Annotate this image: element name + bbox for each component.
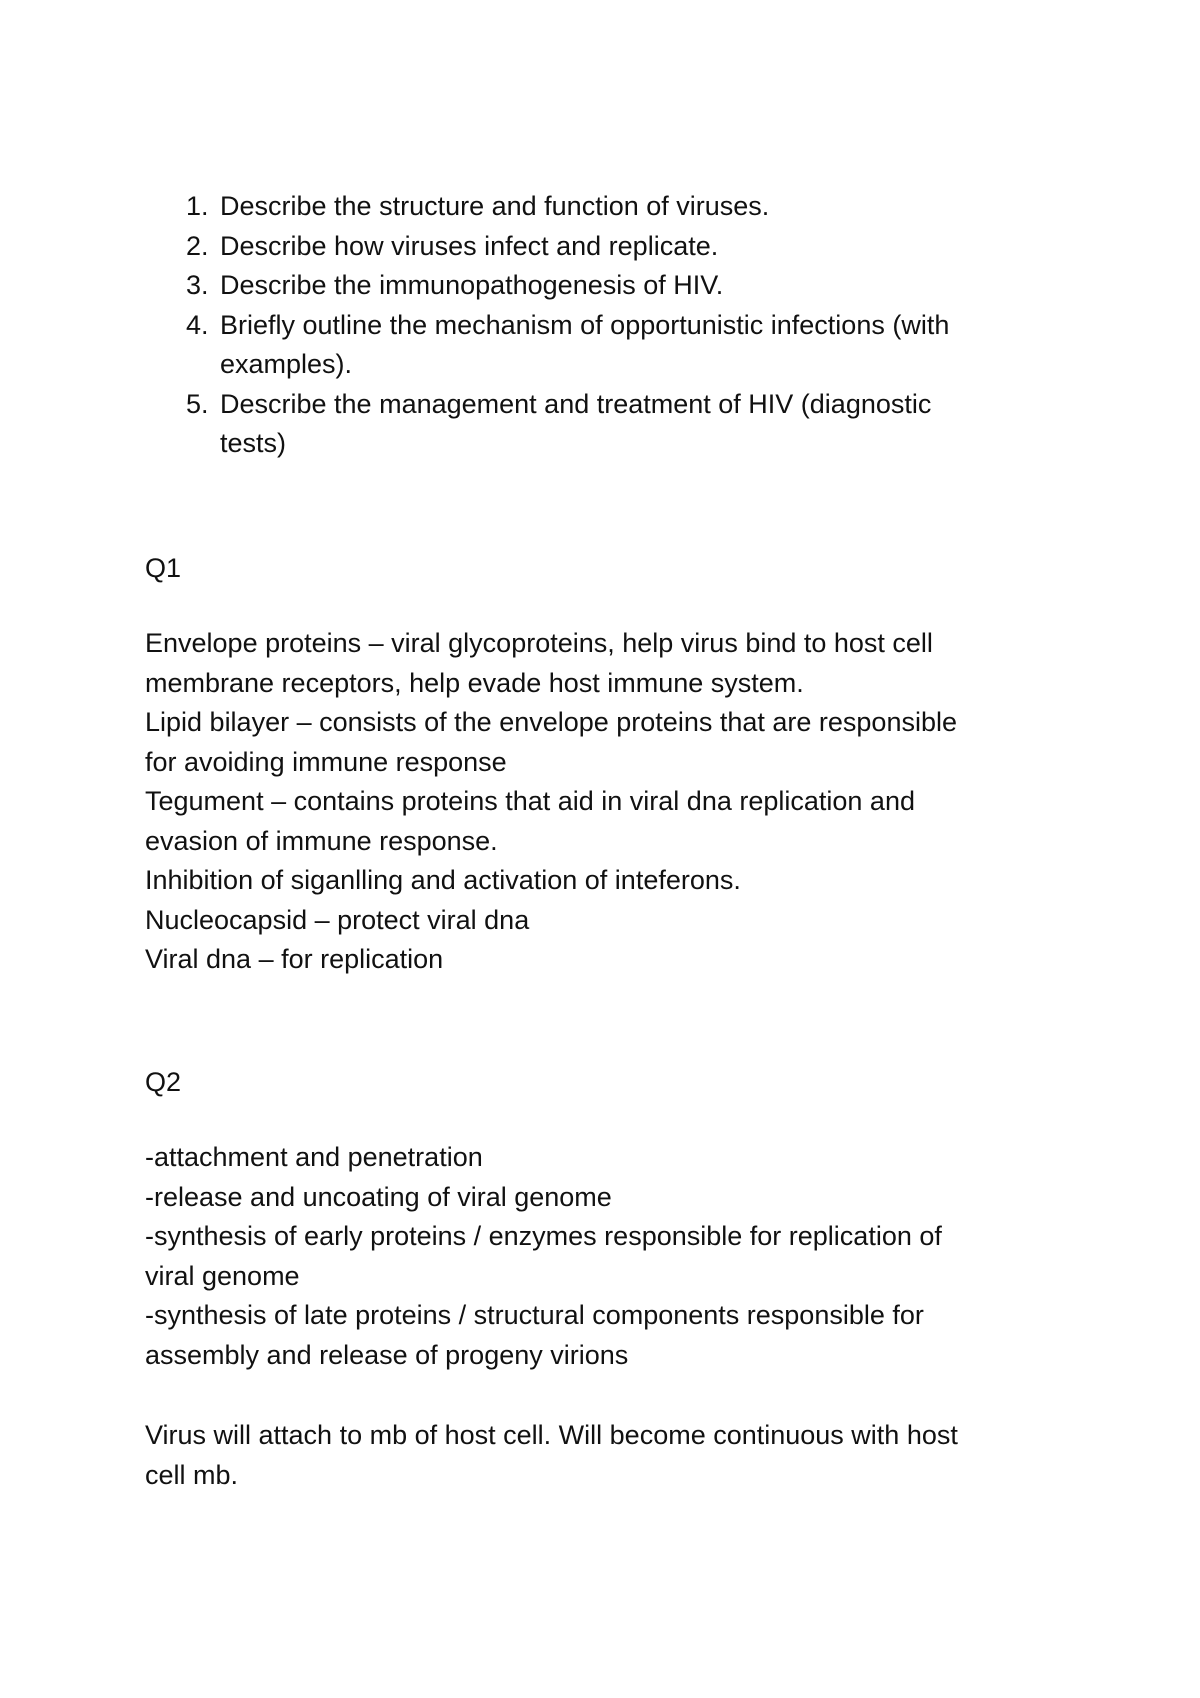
q2-steps [145, 1138, 1085, 1375]
objective-item-3 [170, 266, 1070, 306]
q1-line: for avoiding immune response [145, 746, 507, 777]
q2-note [145, 1416, 1085, 1495]
q2-heading: Q2 [145, 1067, 182, 1097]
objective-number: 4. [186, 309, 209, 340]
q2-step-line: -release and uncoating of viral genome [145, 1181, 612, 1212]
objective-number: 5. [186, 388, 209, 419]
q2-step-line: -attachment and penetration [145, 1142, 483, 1172]
objective-number: 2. [186, 230, 209, 261]
objective-text: Describe the immunopathogenesis of HIV. [220, 270, 724, 300]
q2-step-line: -synthesis of early proteins / enzymes responsible for replication of [145, 1221, 942, 1251]
objective-item-2 [170, 227, 1070, 267]
learning-objectives-list [170, 187, 1070, 464]
objective-item-4 [170, 306, 1070, 385]
objective-text: Briefly outline the mechanism of opportunistic infections (with [220, 309, 950, 340]
q1-answer [145, 624, 1085, 980]
objective-item-1 [170, 187, 1070, 227]
objective-text: Describe how viruses infect and replicate. [220, 230, 719, 261]
q1-heading: Q1 [145, 553, 182, 583]
q1-line: Envelope proteins – viral glycoproteins, help virus bind to host cell [145, 628, 933, 658]
objective-item-5 [170, 385, 1070, 464]
q1-line: Inhibition of siganlling and activation of inteferons. [145, 865, 741, 895]
objective-text-continued: examples). [220, 349, 353, 379]
q1-line: Tegument – contains proteins that aid in viral dna replication and [145, 786, 915, 816]
q1-line: Viral dna – for replication [145, 944, 444, 974]
q1-line: Nucleocapsid – protect viral dna [145, 904, 530, 935]
objective-text-continued: tests) [220, 428, 287, 458]
q2-note-line: Virus will attach to mb of host cell. Will become continuous with host [145, 1420, 958, 1450]
objective-number: 1. [186, 191, 209, 221]
q1-line: Lipid bilayer – consists of the envelope proteins that are responsible [145, 707, 957, 737]
q2-note-line: cell mb. [145, 1459, 239, 1490]
q2-step-line: -synthesis of late proteins / structural components responsible for [145, 1300, 924, 1330]
q1-line: membrane receptors, help evade host immune system. [145, 667, 804, 698]
objective-text: Describe the structure and function of viruses. [220, 191, 770, 221]
q1-line: evasion of immune response. [145, 825, 498, 856]
objective-text: Describe the management and treatment of HIV (diagnostic [220, 388, 932, 419]
q2-step-line: viral genome [145, 1260, 300, 1291]
objective-number: 3. [186, 270, 209, 300]
q2-step-line: assembly and release of progeny virions [145, 1339, 629, 1370]
